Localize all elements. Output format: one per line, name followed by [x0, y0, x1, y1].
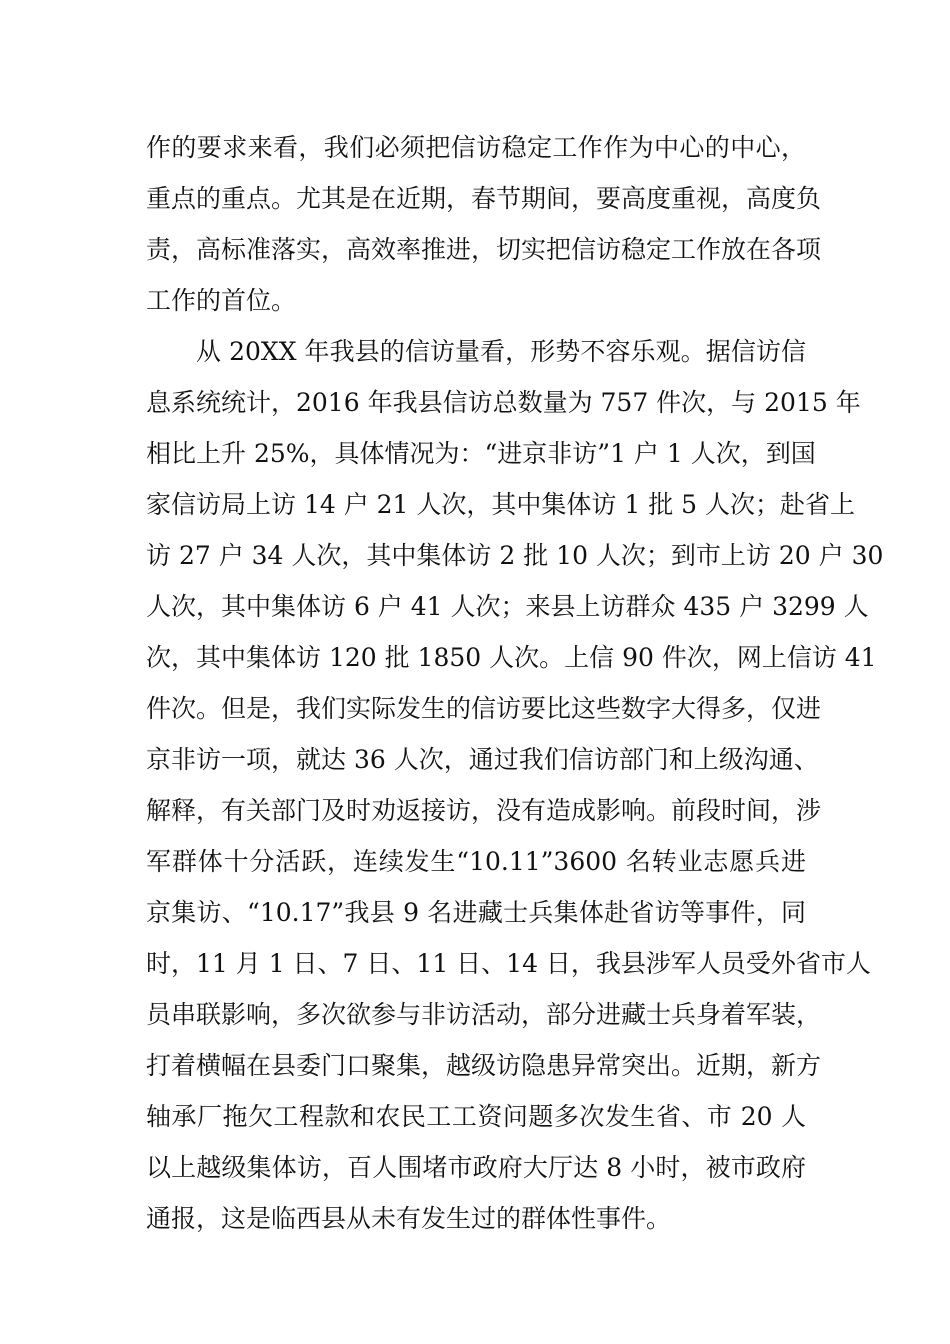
text-line: 访 27 户 34 人次，其中集体访 2 批 10 人次；到市上访 20 户 30 [146, 541, 884, 570]
text-line: 次，其中集体访 120 批 1850 人次。上信 90 件次，网上信访 41 [146, 643, 877, 672]
text-line: 以上越级集体访，百人围堵市政府大厅达 8 小时，被市政府 [146, 1153, 806, 1182]
text-line: 轴承厂拖欠工程款和农民工工资问题多次发生省、市 20 人 [146, 1102, 806, 1131]
text-line: 件次。但是，我们实际发生的信访要比这些数字大得多，仅进 [146, 694, 822, 723]
text-line: 京集访、“10.17”我县 9 名进藏士兵集体赴省访等事件，同 [146, 898, 806, 927]
text-line: 员串联影响，多次欲参与非访活动，部分进藏士兵身着军装， [146, 1000, 822, 1029]
text-line: 京非访一项，就达 36 人次，通过我们信访部门和上级沟通、 [146, 745, 819, 774]
text-line: 解释，有关部门及时劝返接访，没有造成影响。前段时间，涉 [146, 796, 822, 825]
text-line: 通报，这是临西县从未有发生过的群体性事件。 [146, 1204, 672, 1233]
text-line: 责，高标准落实，高效率推进，切实把信访稳定工作放在各项 [146, 235, 822, 264]
text-line: 打着横幅在县委门口聚集，越级访隐患异常突出。近期，新方 [146, 1051, 822, 1080]
text-line: 作的要求来看，我们必须把信访稳定工作作为中心的中心， [146, 133, 806, 162]
text-line: 军群体十分活跃，连续发生“10.11”3600 名转业志愿兵进 [146, 847, 806, 876]
text-line: 息系统统计，2016 年我县信访总数量为 757 件次，与 2015 年 [146, 388, 861, 417]
text-line: 工作的首位。 [146, 286, 297, 315]
text-line: 人次，其中集体访 6 户 41 人次；来县上访群众 435 户 3299 人 [146, 592, 869, 621]
text-line: 家信访局上访 14 户 21 人次，其中集体访 1 批 5 人次；赴省上 [146, 490, 856, 519]
paragraph-first-line: 从 20XX 年我县的信访量看，形势不容乐观。据信访信 [196, 337, 806, 366]
text-line: 时，11 月 1 日、7 日、11 日、14 日，我县涉军人员受外省市人 [146, 949, 871, 978]
text-line: 相比上升 25%，具体情况为：“进京非访”1 户 1 人次，到国 [146, 439, 816, 468]
text-line: 重点的重点。尤其是在近期，春节期间，要高度重视，高度负 [146, 184, 822, 213]
